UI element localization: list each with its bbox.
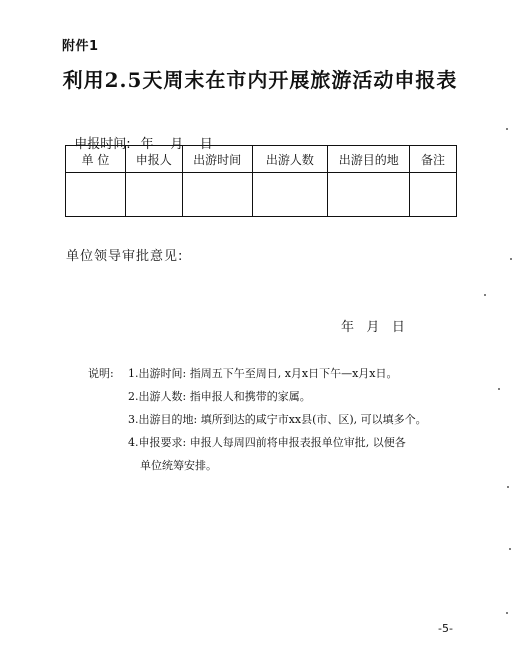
approval-year-label: 年: [341, 320, 355, 335]
note-item-4: 4.申报要求: 申报人每周四前将申报表报单位审批, 以便各: [128, 436, 406, 449]
scan-speck: [484, 294, 486, 296]
report-time-label: 申报时间:: [74, 137, 131, 152]
note-item-4-continuation: 单位统筹安排。: [140, 459, 217, 472]
column-header-remarks: 备注: [410, 146, 457, 173]
scan-speck: [498, 388, 500, 390]
table-cell-unit[interactable]: [66, 173, 126, 217]
table-cell-destination[interactable]: [328, 173, 410, 217]
list-item: [88, 408, 468, 431]
approval-date: [341, 316, 405, 335]
table-cell-trip-time[interactable]: [182, 173, 252, 217]
note-item-1: 1.出游时间: 指周五下午至周日, x月x日下午—x月x日。: [128, 367, 398, 380]
column-header-destination: 出游目的地: [328, 146, 410, 173]
list-item: [88, 454, 468, 477]
list-item: [88, 362, 468, 385]
scan-speck: [509, 548, 511, 550]
notes-section: [88, 362, 468, 477]
scan-speck: [507, 486, 509, 488]
approval-month-label: 月: [366, 320, 380, 335]
column-header-trip-count: 出游人数: [252, 146, 328, 173]
note-item-3: 3.出游目的地: 填所到达的咸宁市xx县(市、区), 可以填多个。: [128, 413, 427, 426]
scan-speck: [506, 128, 508, 130]
note-item-2: 2.出游人数: 指申报人和携带的家属。: [128, 390, 311, 403]
report-month-label: 月: [170, 137, 184, 152]
scan-speck: [510, 258, 512, 260]
approval-label: 单位领导审批意见:: [66, 249, 184, 264]
column-header-unit: 单 位: [66, 146, 126, 173]
report-year-label: 年: [140, 137, 154, 152]
list-item: [88, 431, 468, 454]
column-header-applicant: 申报人: [125, 146, 182, 173]
table-cell-trip-count[interactable]: [252, 173, 328, 217]
report-day-label: 日: [199, 137, 213, 152]
table-cell-remarks[interactable]: [410, 173, 457, 217]
notes-prefix: 说明:: [88, 367, 114, 380]
scan-speck: [506, 612, 508, 614]
report-table: [65, 145, 457, 217]
table-cell-applicant[interactable]: [125, 173, 182, 217]
approval-day-label: 日: [391, 320, 405, 335]
table-header-row: [66, 146, 457, 173]
column-header-trip-time: 出游时间: [182, 146, 252, 173]
page-number: -5-: [438, 622, 453, 635]
list-item: [88, 385, 468, 408]
attachment-label: 附件1: [62, 39, 99, 54]
page-title: 利用2.5天周末在市内开展旅游活动申报表: [62, 68, 458, 92]
table-row: [66, 173, 457, 217]
